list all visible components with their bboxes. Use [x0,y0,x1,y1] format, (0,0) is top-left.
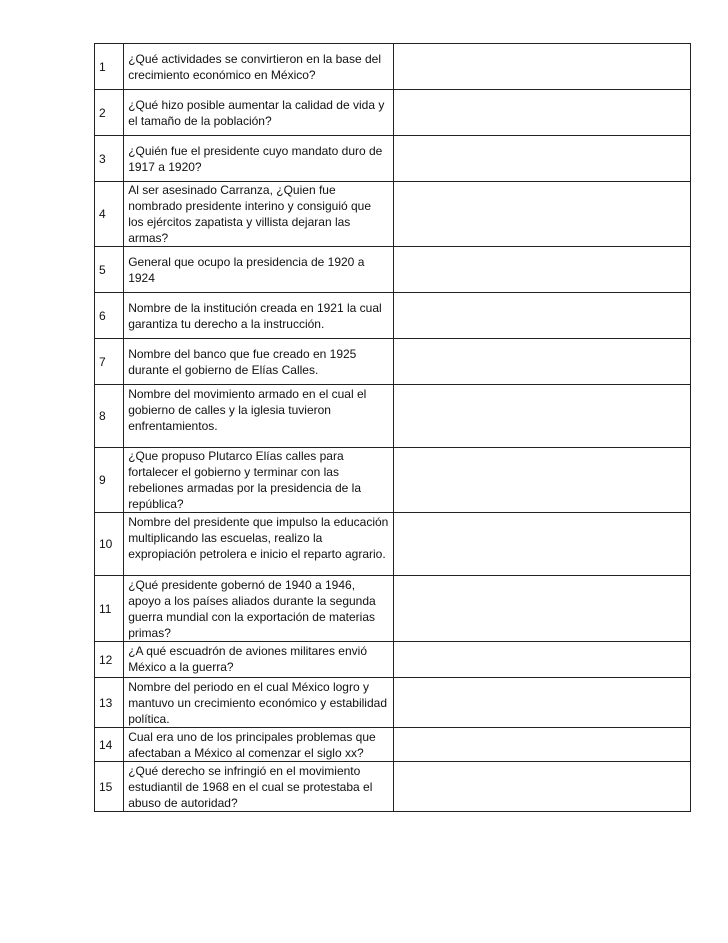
table-row [95,247,691,293]
row-number: 15 [95,762,124,812]
table-row [95,182,691,247]
row-number: 12 [95,642,124,678]
question-text: Nombre de la institución creada en 1921 la cual garantiza tu derecho a la instrucción. [124,293,394,339]
table-row [95,678,691,728]
table-row [95,90,691,136]
answer-cell[interactable] [393,136,690,182]
question-text: Cual era uno de los principales problemas que afectaban a México al comenzar el siglo xx? [124,728,394,762]
row-number: 10 [95,513,124,576]
row-number: 3 [95,136,124,182]
question-text: ¿Qué hizo posible aumentar la calidad de vida y el tamaño de la población? [124,90,394,136]
table-row [95,576,691,642]
table-row [95,728,691,762]
question-text: General que ocupo la presidencia de 1920 a 1924 [124,247,394,293]
row-number: 6 [95,293,124,339]
answer-cell[interactable] [393,44,690,90]
answer-cell[interactable] [393,576,690,642]
question-text: Nombre del movimiento armado en el cual el gobierno de calles y la iglesia tuvieron enfrentamientos. [124,385,394,448]
row-number: 1 [95,44,124,90]
question-text: ¿Que propuso Plutarco Elías calles para fortalecer el gobierno y terminar con las rebeliones armadas por la presidencia de la república? [124,448,394,513]
row-number: 9 [95,448,124,513]
answer-cell[interactable] [393,385,690,448]
answer-cell[interactable] [393,513,690,576]
row-number: 4 [95,182,124,247]
question-text: ¿Qué derecho se infringió en el movimiento estudiantil de 1968 en el cual se protestaba el abuso de autoridad? [124,762,394,812]
answer-cell[interactable] [393,642,690,678]
row-number: 13 [95,678,124,728]
question-text: Nombre del periodo en el cual México logro y mantuvo un crecimiento económico y estabilidad política. [124,678,394,728]
table-row [95,762,691,812]
table-row [95,385,691,448]
answer-cell[interactable] [393,293,690,339]
answer-cell[interactable] [393,678,690,728]
row-number: 14 [95,728,124,762]
question-text: Nombre del presidente que impulso la educación multiplicando las escuelas, realizo la expropiación petrolera e inicio el reparto agrario. [124,513,394,576]
answer-cell[interactable] [393,247,690,293]
answer-cell[interactable] [393,90,690,136]
table-row [95,513,691,576]
row-number: 11 [95,576,124,642]
question-text: ¿Qué actividades se convirtieron en la base del crecimiento económico en México? [124,44,394,90]
question-text: Nombre del banco que fue creado en 1925 durante el gobierno de Elías Calles. [124,339,394,385]
answer-cell[interactable] [393,762,690,812]
row-number: 7 [95,339,124,385]
table-row [95,293,691,339]
answer-cell[interactable] [393,182,690,247]
question-text: ¿A qué escuadrón de aviones militares envió México a la guerra? [124,642,394,678]
row-number: 2 [95,90,124,136]
row-number: 8 [95,385,124,448]
table-row [95,642,691,678]
answer-cell[interactable] [393,339,690,385]
question-text: ¿Qué presidente gobernó de 1940 a 1946, apoyo a los países aliados durante la segunda guerra mundial con la exportación de materias primas? [124,576,394,642]
table-row [95,339,691,385]
question-text: ¿Quién fue el presidente cuyo mandato duro de 1917 a 1920? [124,136,394,182]
table-row [95,448,691,513]
answer-cell[interactable] [393,728,690,762]
table-row [95,136,691,182]
answer-cell[interactable] [393,448,690,513]
question-text: Al ser asesinado Carranza, ¿Quien fue nombrado presidente interino y consiguió que los ejércitos zapatista y villista dejaran las armas? [124,182,394,247]
questions-table [94,43,691,812]
row-number: 5 [95,247,124,293]
table-row [95,44,691,90]
